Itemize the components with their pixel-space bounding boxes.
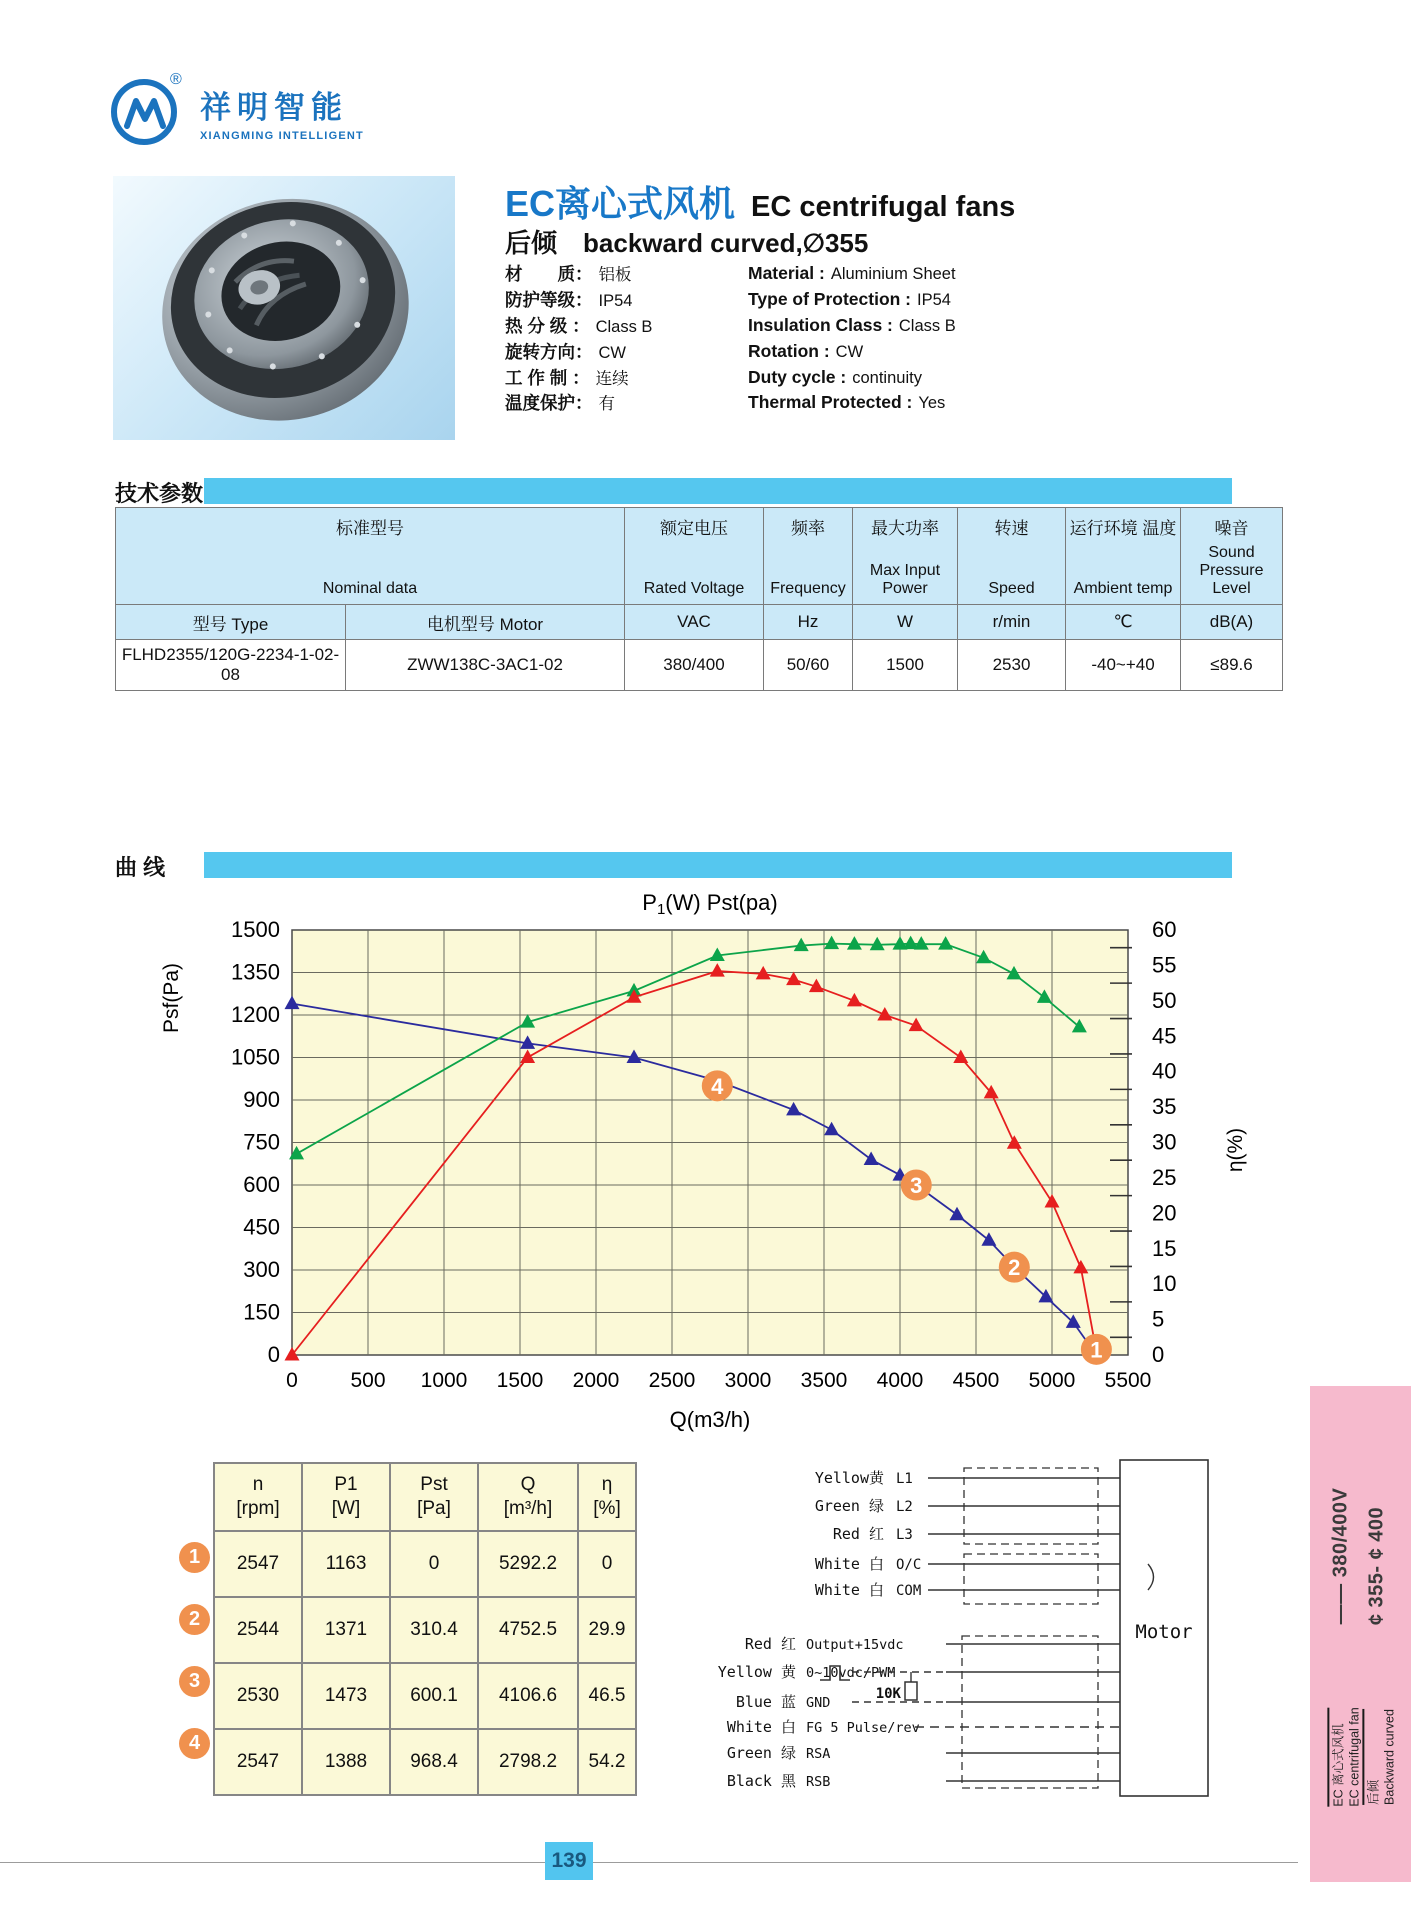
op-point-badge: 3 xyxy=(179,1666,210,1697)
logo-name-zh: 祥明智能 xyxy=(200,90,348,125)
svg-text:Red 红: Red 红 xyxy=(832,1525,884,1543)
side-tab-family: EC 离心式风机 EC centrifugal fan xyxy=(1327,1707,1362,1806)
spec-row: 工 作 制 ： 连续 Duty cycle : continuity xyxy=(505,366,922,388)
side-tab-type: 后倾 Backward curved xyxy=(1362,1709,1397,1805)
tech-table xyxy=(115,507,1283,691)
svg-text:0: 0 xyxy=(286,1369,298,1392)
spec-list xyxy=(505,261,1245,416)
page-subtitle xyxy=(505,223,868,260)
section-bar-tech xyxy=(204,478,1232,504)
section-title-tech: 技术参数 xyxy=(115,481,204,506)
svg-text:450: 450 xyxy=(243,1214,280,1240)
svg-text:750: 750 xyxy=(243,1129,280,1155)
fan-impeller-illustration xyxy=(113,176,455,440)
table-row: 2530 1473 600.1 4106.6 46.5 xyxy=(214,1663,636,1729)
logo-mark-icon xyxy=(106,66,188,155)
table-row: 2544 1371 310.4 4752.5 29.9 xyxy=(214,1597,636,1663)
spec-row: 旋转方向： CW Rotation : CW xyxy=(505,340,864,362)
svg-text:White 白: White 白 xyxy=(726,1718,796,1736)
svg-text:25: 25 xyxy=(1152,1164,1177,1190)
svg-text:50: 50 xyxy=(1152,987,1177,1013)
svg-text:COM: COM xyxy=(896,1583,922,1599)
svg-text:White 白: White 白 xyxy=(814,1581,884,1599)
op-point-badge: 2 xyxy=(179,1604,210,1635)
spec-row: 防护等级： IP54 Type of Protection : IP54 xyxy=(505,289,951,311)
spec-row: 温度保护： 有 Thermal Protected : Yes xyxy=(505,392,946,414)
svg-text:4: 4 xyxy=(711,1073,724,1099)
footer-divider xyxy=(0,1862,1298,1863)
svg-text:Blue 蓝: Blue 蓝 xyxy=(735,1693,796,1711)
svg-text:1500: 1500 xyxy=(496,1369,544,1392)
svg-text:500: 500 xyxy=(350,1369,386,1392)
tech-col-nominal xyxy=(116,508,625,605)
tech-nominal-en: Nominal data xyxy=(322,580,418,598)
svg-text:Yellow黄: Yellow黄 xyxy=(814,1469,884,1487)
svg-text:GND: GND xyxy=(806,1695,831,1711)
svg-text:2500: 2500 xyxy=(648,1369,696,1392)
svg-text:5000: 5000 xyxy=(1028,1369,1076,1392)
tech-subheader-row: 型号 Type 电机型号 Motor VAC Hz W r/min ℃ dB(A) xyxy=(116,605,1283,640)
svg-text:O/C: O/C xyxy=(896,1557,922,1573)
section-title-curve: 曲 线 xyxy=(115,855,166,880)
svg-text:30: 30 xyxy=(1152,1129,1177,1155)
svg-text:1350: 1350 xyxy=(231,959,280,985)
svg-text:0: 0 xyxy=(267,1342,280,1367)
svg-text:10K: 10K xyxy=(875,1686,901,1702)
section-bar-curve xyxy=(204,852,1232,878)
svg-text:600: 600 xyxy=(243,1172,280,1197)
svg-text:Q(m3/h): Q(m3/h) xyxy=(669,1407,751,1432)
svg-text:55: 55 xyxy=(1152,952,1177,978)
registered-icon: ® xyxy=(170,71,182,88)
svg-text:1000: 1000 xyxy=(420,1369,468,1392)
title-zh: EC离心式风机 xyxy=(505,183,736,224)
op-header-row: n [rpm] P1 [W] Pst [Pa] Q [m³/h] η [%] xyxy=(214,1463,636,1531)
subtitle-zh: 后倾 xyxy=(505,228,558,258)
tech-col-speed: 转速 Speed xyxy=(958,508,1066,605)
tech-col-noise: 噪音 Sound Pressure Level xyxy=(1181,508,1283,605)
side-tab-voltage: —— 380/400V xyxy=(1329,1487,1352,1625)
wiring-diagram xyxy=(700,1442,1300,1810)
svg-text:15: 15 xyxy=(1152,1235,1177,1261)
svg-text:1500: 1500 xyxy=(231,917,280,942)
svg-text:20: 20 xyxy=(1152,1200,1177,1226)
svg-text:1200: 1200 xyxy=(231,1002,280,1027)
tech-col-frequency: 频率 Frequency xyxy=(764,508,853,605)
table-row: 2547 1163 0 5292.2 0 xyxy=(214,1531,636,1597)
svg-text:L1: L1 xyxy=(896,1471,913,1487)
svg-text:45: 45 xyxy=(1152,1023,1177,1049)
svg-text:L3: L3 xyxy=(896,1527,913,1543)
page-title xyxy=(505,176,1015,227)
side-tab-size: ¢ 355- ¢ 400 xyxy=(1365,1506,1388,1626)
svg-text:Black 黑: Black 黑 xyxy=(726,1772,796,1790)
svg-text:4500: 4500 xyxy=(952,1369,1000,1392)
op-point-badge: 4 xyxy=(179,1728,210,1759)
side-tab xyxy=(1310,1386,1411,1882)
svg-text:Green 绿: Green 绿 xyxy=(726,1744,796,1762)
svg-text:60: 60 xyxy=(1152,917,1177,942)
svg-text:η(%): η(%) xyxy=(1224,1127,1247,1173)
svg-text:2: 2 xyxy=(1008,1255,1021,1281)
svg-text:3: 3 xyxy=(910,1173,923,1198)
svg-text:900: 900 xyxy=(243,1087,280,1112)
tech-col-voltage: 额定电压 Rated Voltage xyxy=(625,508,764,605)
svg-text:Yellow 黄: Yellow 黄 xyxy=(717,1663,796,1681)
svg-text:4000: 4000 xyxy=(876,1369,924,1392)
svg-text:300: 300 xyxy=(243,1257,280,1282)
logo-name-en: XIANGMING INTELLIGENT xyxy=(200,130,364,142)
op-point-badge: 1 xyxy=(179,1542,210,1573)
logo xyxy=(106,66,364,155)
svg-text:0~10vdc/PWM: 0~10vdc/PWM xyxy=(806,1665,896,1681)
svg-text:10: 10 xyxy=(1152,1271,1177,1297)
tech-col-power: 最大功率 Max Input Power xyxy=(853,508,958,605)
tech-nominal-zh: 标准型号 xyxy=(336,519,404,538)
svg-text:Motor: Motor xyxy=(1135,1621,1193,1643)
svg-text:P1(W) Pst(pa): P1(W) Pst(pa) xyxy=(642,890,778,918)
svg-text:5500: 5500 xyxy=(1104,1369,1152,1392)
svg-text:1050: 1050 xyxy=(231,1044,280,1070)
svg-text:Output+15vdc: Output+15vdc xyxy=(806,1637,904,1653)
svg-text:2000: 2000 xyxy=(572,1369,620,1392)
logo-text xyxy=(200,66,364,142)
svg-text:0: 0 xyxy=(1152,1342,1165,1367)
page-number: 139 xyxy=(545,1842,593,1880)
svg-text:3000: 3000 xyxy=(724,1369,772,1392)
svg-text:35: 35 xyxy=(1152,1094,1177,1120)
svg-text:5: 5 xyxy=(1152,1306,1165,1332)
svg-text:Green 绿: Green 绿 xyxy=(814,1497,884,1515)
tech-values-row: FLHD2355/120G-2234-1-02-08 ZWW138C-3AC1-02 380/400 50/60 1500 2530 -40~+40 ≤89.6 xyxy=(116,640,1283,691)
table-row: 2547 1388 968.4 2798.2 54.2 xyxy=(214,1729,636,1795)
svg-text:FG 5 Pulse/rev: FG 5 Pulse/rev xyxy=(806,1720,920,1736)
svg-text:RSA: RSA xyxy=(806,1746,831,1762)
spec-row: 材 质： 铝板 Material : Aluminium Sheet xyxy=(505,263,956,285)
spec-row: 热 分 级 ： Class B Insulation Class : Class B xyxy=(505,314,956,336)
tech-col-ambient: 运行环境 温度 Ambient temp xyxy=(1066,508,1181,605)
performance-curve-chart xyxy=(150,888,1300,1478)
svg-text:White 白: White 白 xyxy=(814,1555,884,1573)
svg-text:150: 150 xyxy=(243,1299,280,1325)
svg-text:RSB: RSB xyxy=(806,1774,831,1790)
subtitle-en: backward curved,∅355 xyxy=(583,228,869,258)
svg-text:3500: 3500 xyxy=(800,1369,848,1392)
svg-text:L2: L2 xyxy=(896,1499,913,1515)
svg-text:1: 1 xyxy=(1090,1337,1103,1363)
title-en: EC centrifugal fans xyxy=(751,191,1016,223)
svg-text:Red 红: Red 红 xyxy=(744,1635,796,1653)
svg-text:40: 40 xyxy=(1152,1058,1177,1084)
operating-points-table xyxy=(213,1462,637,1796)
product-photo xyxy=(113,176,455,440)
svg-text:Psf(Pa): Psf(Pa) xyxy=(160,962,183,1034)
